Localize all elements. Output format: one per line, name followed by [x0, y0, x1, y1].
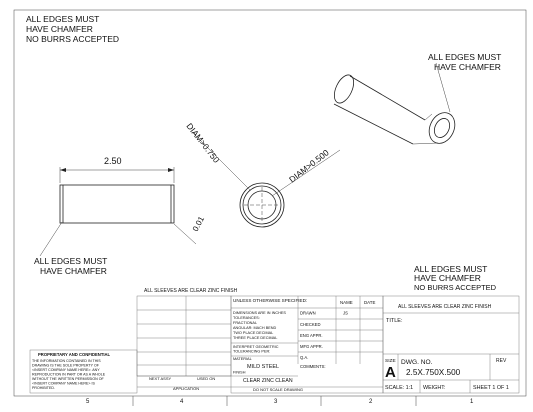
do-not-scale: DO NOT SCALE DRAWING	[253, 387, 304, 392]
right-note-2: HAVE CHAMFER	[414, 273, 481, 283]
chamfer-dim: 0.01	[190, 214, 207, 233]
qa-label: Q.A.	[300, 355, 309, 360]
inner-diam-dim: DIAM>0.500	[287, 147, 331, 185]
prop-line-2: DRAWING IS THE SOLE PROPERTY OF	[32, 363, 99, 368]
length-dim: 2.50	[104, 156, 122, 166]
finish-note-left: ALL SLEEVES ARE CLEAR ZINC FINISH	[144, 288, 238, 294]
iso-callout-1: ALL EDGES MUST	[428, 52, 502, 62]
interpret: INTERPRET GEOMETRIC	[233, 345, 279, 349]
tolerancing: TOLERANCING PER:	[233, 349, 271, 354]
tolerances: TOLERANCES:	[233, 316, 260, 320]
name-header: NAME	[340, 300, 353, 305]
material-value: MILD STEEL	[247, 364, 280, 370]
inner-diam-leader	[272, 150, 340, 196]
application-label: APPLICATION	[173, 386, 200, 391]
size-value: A	[385, 364, 396, 381]
outer-diam-dim: DIAM>0.750	[184, 121, 222, 165]
note-top-left-2: HAVE CHAMFER	[26, 24, 93, 34]
finish-value: CLEAR ZINC CLEAN	[243, 378, 293, 384]
angular: ANGULAR: MACH BEND	[233, 326, 277, 330]
prop-line-4: REPRODUCTION IN PART OR AS A WHOLE	[32, 372, 106, 377]
prop-line-6: <INSERT COMPANY NAME HERE> IS	[32, 381, 95, 386]
unless-specified: UNLESS OTHERWISE SPECIFIED:	[233, 298, 308, 303]
scale-label: SCALE: 1:1	[385, 385, 414, 391]
zone-labels	[86, 396, 474, 406]
finish-label: FINISH	[233, 370, 246, 375]
zone-3: 3	[274, 399, 278, 405]
prop-line-3: <INSERT COMPANY NAME HERE>. ANY	[32, 368, 100, 372]
fractional: FRACTIONAL	[233, 321, 258, 325]
iso-callout-2: HAVE CHAMFER	[434, 62, 501, 72]
right-note-3: NO BURRS ACCEPTED	[414, 283, 497, 292]
zone-2: 2	[369, 399, 373, 405]
drawn-label: DRAWN	[300, 310, 316, 316]
drawn-name: JS	[343, 310, 348, 316]
prop-line-5: WITHOUT THE WRITTEN PERMISSION OF	[32, 377, 104, 381]
title-block	[30, 288, 519, 393]
isometric-view	[330, 72, 459, 148]
zone-1: 1	[470, 399, 474, 405]
mfg-appr-label: MFG APPR.	[300, 344, 323, 349]
dwg-no-value: 2.5X.750X.500	[406, 368, 461, 377]
finish-note-right: ALL SLEEVES ARE CLEAR ZINC FINISH	[398, 304, 492, 310]
eng-appr-label: ENG APPR.	[300, 333, 323, 338]
note-top-left-1: ALL EDGES MUST	[26, 14, 100, 24]
side-view	[60, 167, 174, 223]
title-label: TITLE:	[386, 318, 403, 324]
side-callout-1: ALL EDGES MUST	[34, 256, 108, 266]
prop-line-1: THE INFORMATION CONTAINED IN THIS	[32, 359, 101, 363]
rev-label: REV	[496, 358, 507, 364]
note-top-left-3: NO BURRS ACCEPTED	[26, 34, 120, 44]
material-label: MATERIAL	[233, 357, 252, 361]
outer-diam-leader	[192, 132, 250, 190]
next-assy-label: NEXT ASSY	[149, 376, 172, 381]
dims-in-inches: DIMENSIONS ARE IN INCHES	[233, 311, 286, 315]
size-label: SIZE	[385, 359, 396, 364]
side-callout-2: HAVE CHAMFER	[40, 266, 107, 276]
side-leader	[40, 222, 62, 256]
two-place: TWO PLACE DECIMAL	[233, 331, 274, 335]
comments-label: COMMENTS:	[300, 364, 326, 369]
three-place: THREE PLACE DECIMAL	[233, 336, 278, 340]
prop-line-7: PROHIBITED.	[32, 386, 55, 390]
right-note-1: ALL EDGES MUST	[414, 264, 488, 274]
used-on-label: USED ON	[197, 376, 216, 381]
date-header: DATE	[364, 300, 376, 305]
zone-4: 4	[180, 399, 184, 405]
zone-5: 5	[86, 399, 90, 405]
dwg-no-label: DWG. NO.	[401, 359, 433, 366]
weight-label: WEIGHT:	[423, 385, 446, 391]
checked-label: CHECKED	[300, 322, 321, 327]
sheet-label: SHEET 1 OF 1	[473, 385, 509, 391]
end-view	[240, 183, 284, 227]
prop-title: PROPRIETARY AND CONFIDENTIAL	[38, 352, 111, 357]
